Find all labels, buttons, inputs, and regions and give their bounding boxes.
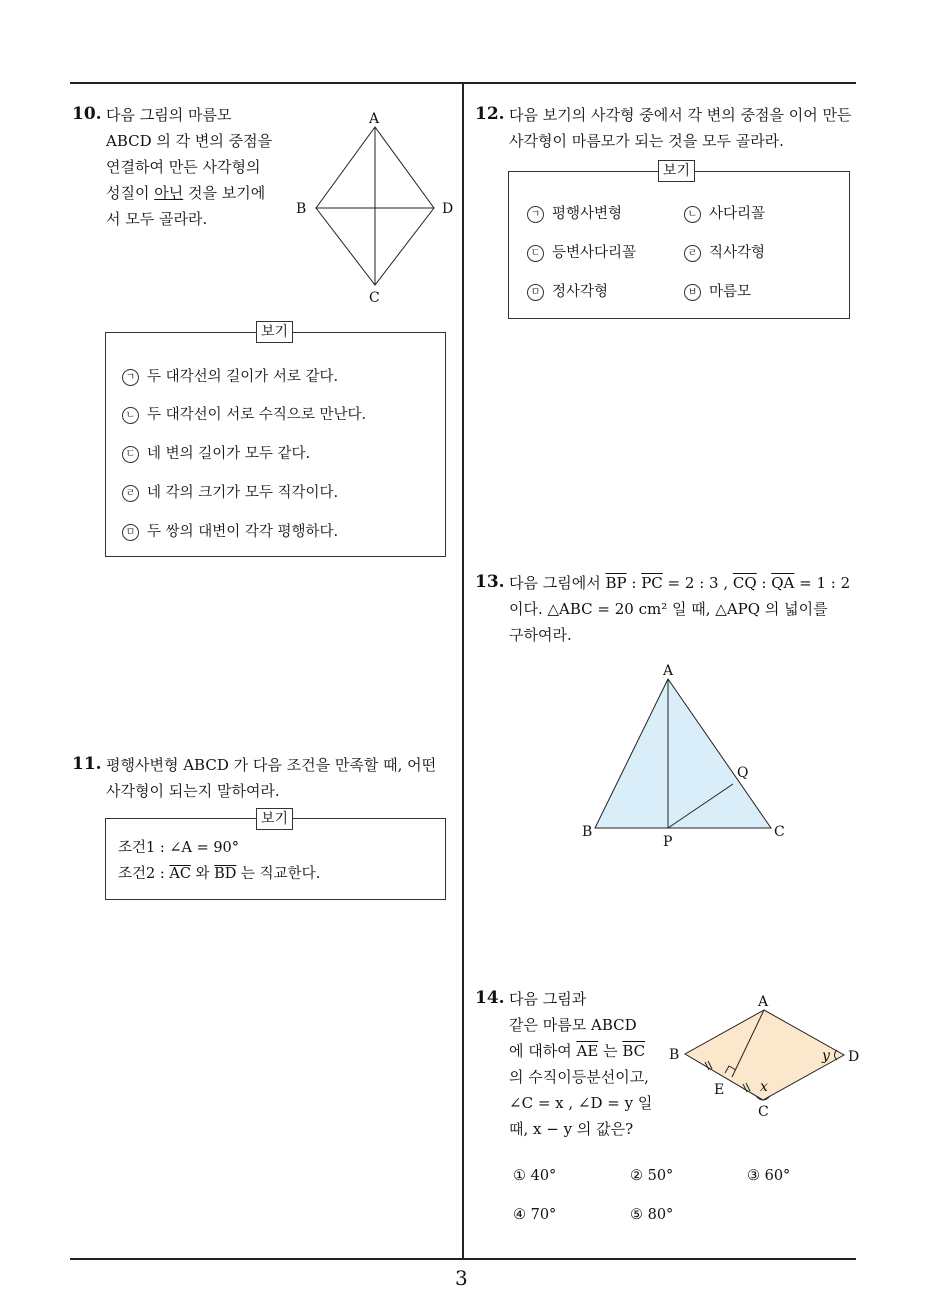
q10-item-1-mark: ㄱ <box>122 369 139 386</box>
q14-label-b: B <box>669 1047 680 1063</box>
q13-label-q: Q <box>737 765 749 781</box>
q11-number: 11. <box>72 754 102 774</box>
q10-line4-post: 것을 보기에 <box>183 184 266 202</box>
q14-line3-pre: 에 대하여 <box>509 1042 577 1060</box>
q10-label-d: D <box>442 201 454 217</box>
q10-label-b: B <box>296 201 307 217</box>
q10-item-1-text: 두 대각선의 길이가 서로 같다. <box>147 369 339 385</box>
q14-choice-2[interactable]: ② 50° <box>630 1168 674 1184</box>
bottom-rule <box>70 1258 856 1260</box>
q12-item-4-text: 직사각형 <box>709 245 766 261</box>
q14-label-c: C <box>758 1104 769 1120</box>
q10-item-2 <box>122 403 366 424</box>
q14-line2: 같은 마름모 ABCD <box>509 1016 637 1034</box>
q12-item-3 <box>527 241 636 262</box>
q10-item-2-mark: ㄴ <box>122 407 139 424</box>
q10-underlined-word: 아닌 <box>154 184 184 202</box>
q13-label-a: A <box>663 663 674 679</box>
q12-item-2 <box>684 202 765 223</box>
q14-segment-bc: $\overline{BC}$ <box>622 1042 646 1060</box>
q14-choice-1[interactable]: ① 40° <box>513 1168 557 1184</box>
q10-line5: 서 모두 골라라. <box>106 210 208 228</box>
q12-item-4 <box>684 241 765 262</box>
q11-question-text <box>106 752 456 804</box>
q14-line3 <box>509 1038 659 1064</box>
q14-label-e: E <box>714 1082 725 1098</box>
q11-bogi-label: 보기 <box>256 808 293 830</box>
q11-cond2-post: 는 직교한다. <box>236 866 321 882</box>
q12-item-2-mark: ㄴ <box>684 206 701 223</box>
q14-rhombus-diagram <box>665 990 865 1125</box>
q14-line1: 다음 그림과 <box>509 990 587 1008</box>
q13-line1-d: : <box>756 574 772 592</box>
q13-line1-b: : <box>626 574 642 592</box>
q14-label-a: A <box>758 994 769 1010</box>
q14-line3-mid: 는 <box>598 1042 623 1060</box>
q13-segment-bp: $\overline{BP}$ <box>605 574 627 592</box>
q10-number: 10. <box>72 104 102 124</box>
q12-line1: 다음 보기의 사각형 중에서 각 변의 중점을 이어 만든 <box>509 106 852 124</box>
q10-item-4-text: 네 각의 크기가 모두 직각이다. <box>147 485 339 501</box>
q13-triangle-diagram <box>575 660 800 855</box>
q10-item-3 <box>122 442 310 463</box>
q10-line4-pre: 성질이 <box>106 184 155 202</box>
q13-triangle-abc <box>595 679 771 828</box>
q13-line3: 구하여라. <box>509 626 572 644</box>
q13-number: 13. <box>475 572 505 592</box>
q10-label-c: C <box>369 290 380 306</box>
q11-cond2-mid: 와 <box>190 866 215 882</box>
q10-label-a: A <box>369 111 380 127</box>
q13-line1-c: = 2 : 3 , <box>662 574 733 592</box>
q11-line1: 평행사변형 ABCD 가 다음 조건을 만족할 때, 어떤 <box>106 756 437 774</box>
q10-bogi-label: 보기 <box>256 321 293 343</box>
q12-line2: 사각형이 마름모가 되는 것을 모두 골라라. <box>509 132 784 150</box>
q10-rhombus-diagram <box>290 105 465 310</box>
q12-item-6 <box>684 280 751 301</box>
q14-choice-3[interactable]: ③ 60° <box>747 1168 791 1184</box>
q12-item-2-text: 사다리꼴 <box>709 206 766 222</box>
q12-item-3-mark: ㄷ <box>527 245 544 262</box>
q10-item-3-text: 네 변의 길이가 모두 같다. <box>147 446 311 462</box>
q13-line1 <box>509 570 861 596</box>
q12-number: 12. <box>475 104 505 124</box>
q13-line2: 이다. △ABC = 20 cm² 일 때, △APQ 의 넓이를 <box>509 600 828 618</box>
q11-segment-ac: $\overline{AC}$ <box>169 866 191 882</box>
q14-label-y: y <box>822 1048 830 1064</box>
q12-item-4-mark: ㄹ <box>684 245 701 262</box>
q10-item-5-text: 두 쌍의 대변이 각각 평행하다. <box>147 524 339 540</box>
q11-condition-2 <box>118 862 320 883</box>
q10-item-5-mark: ㅁ <box>122 524 139 541</box>
q12-question-text <box>509 102 861 154</box>
q11-bogi-box <box>105 818 446 900</box>
q12-item-1 <box>527 202 622 223</box>
q12-item-6-text: 마름모 <box>709 284 752 300</box>
q14-segment-ae: $\overline{AE}$ <box>576 1042 599 1060</box>
q10-item-1 <box>122 365 338 386</box>
q11-segment-bd: $\overline{BD}$ <box>214 866 237 882</box>
q14-question-text <box>509 986 659 1142</box>
page-number: 3 <box>455 1266 468 1290</box>
q13-segment-pc: $\overline{PC}$ <box>641 574 663 592</box>
q14-label-d: D <box>848 1049 860 1065</box>
q10-item-4-mark: ㄹ <box>122 485 139 502</box>
q10-item-4 <box>122 481 338 502</box>
q10-line2: ABCD 의 각 변의 중점을 <box>106 132 273 150</box>
q13-label-b: B <box>582 824 593 840</box>
q13-line1-a: 다음 그림에서 <box>509 574 606 592</box>
q14-choice-5[interactable]: ⑤ 80° <box>630 1207 674 1223</box>
q14-line5: ∠C = x , ∠D = y 일 <box>509 1094 653 1112</box>
q12-item-5-text: 정사각형 <box>552 284 609 300</box>
q11-condition-1: 조건1 : ∠A = 90° <box>118 840 240 856</box>
q10-line4 <box>106 180 286 206</box>
q13-label-p: P <box>663 834 673 850</box>
q10-line1: 다음 그림의 마름모 <box>106 106 232 124</box>
q11-line2: 사각형이 되는지 말하여라. <box>106 782 280 800</box>
q12-item-1-mark: ㄱ <box>527 206 544 223</box>
q12-bogi-label: 보기 <box>658 160 695 182</box>
q13-question-text <box>509 570 861 648</box>
q12-item-5-mark: ㅁ <box>527 284 544 301</box>
q10-line3: 연결하여 만든 사각형의 <box>106 158 261 176</box>
q10-item-3-mark: ㄷ <box>122 446 139 463</box>
q10-item-2-text: 두 대각선이 서로 수직으로 만난다. <box>147 407 367 423</box>
q13-segment-cq: $\overline{CQ}$ <box>732 574 757 592</box>
q13-segment-qa: $\overline{QA}$ <box>771 574 795 592</box>
q14-label-x: x <box>760 1079 768 1095</box>
q13-line1-e: = 1 : 2 <box>794 574 851 592</box>
q10-item-5 <box>122 520 338 541</box>
q14-number: 14. <box>475 988 505 1008</box>
q12-item-3-text: 등변사다리꼴 <box>552 245 637 261</box>
q11-cond2-pre: 조건2 : <box>118 866 170 882</box>
q14-line4: 의 수직이등분선이고, <box>509 1068 649 1086</box>
q10-question-text <box>106 102 286 232</box>
q12-item-1-text: 평행사변형 <box>552 206 623 222</box>
q13-label-c: C <box>774 824 785 840</box>
q12-item-6-mark: ㅂ <box>684 284 701 301</box>
q14-line6: 때, x − y 의 값은? <box>509 1120 634 1138</box>
q12-item-5 <box>527 280 608 301</box>
q14-choice-4[interactable]: ④ 70° <box>513 1207 557 1223</box>
